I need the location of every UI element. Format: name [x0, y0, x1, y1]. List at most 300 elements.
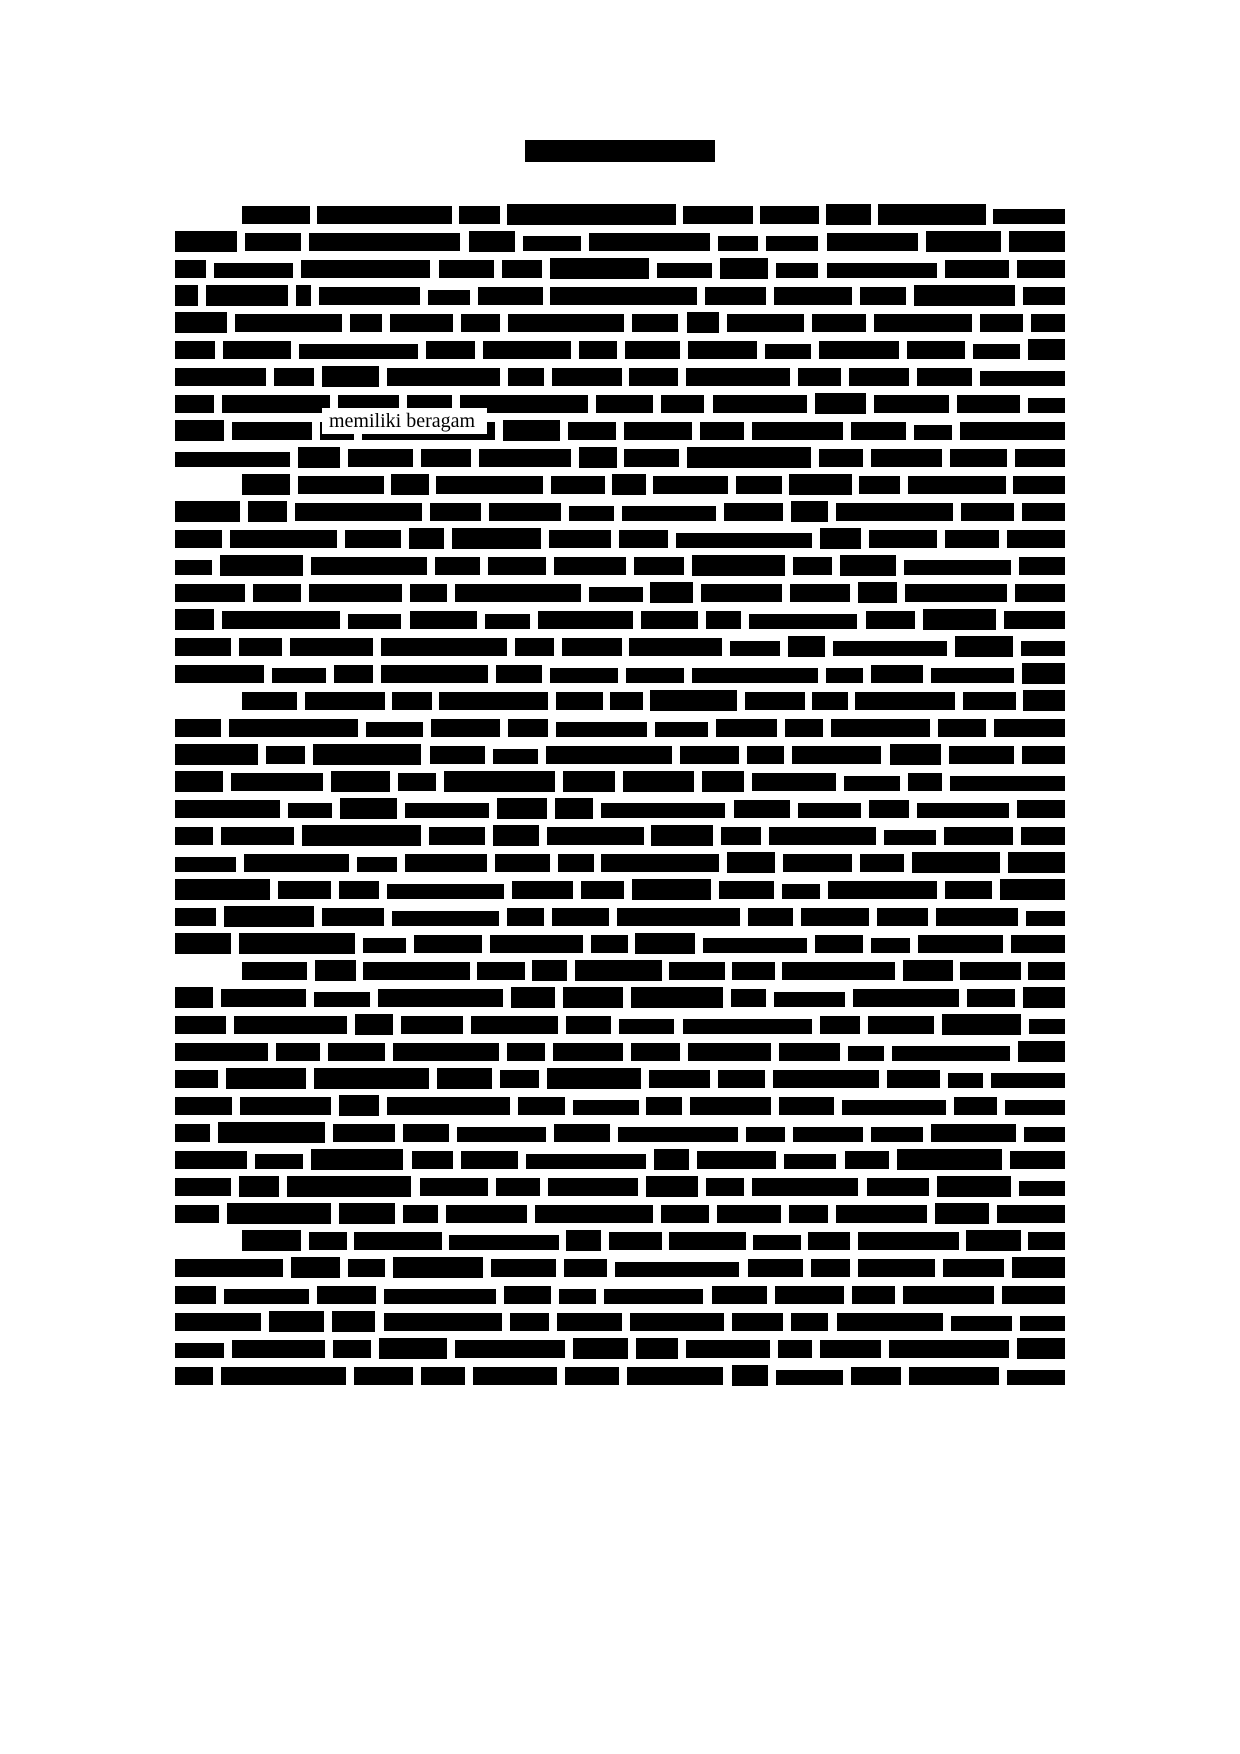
redaction-block [826, 668, 863, 683]
redaction-block [175, 584, 245, 602]
redaction-block [239, 1176, 279, 1197]
redaction-block [512, 881, 573, 899]
paragraph [175, 957, 1065, 1227]
redaction-block [815, 393, 866, 414]
redaction-block [222, 611, 340, 629]
redaction-block [914, 285, 1015, 306]
redaction-block [624, 422, 692, 440]
text-line [175, 579, 1065, 606]
redaction-block [299, 344, 418, 359]
redaction-block [298, 476, 384, 494]
redaction-block [820, 1340, 881, 1358]
redaction-block [291, 1257, 340, 1278]
redaction-block [384, 1289, 496, 1304]
redaction-block [554, 557, 626, 575]
redaction-block [784, 1154, 836, 1169]
redaction-block [444, 771, 555, 792]
redaction-block [313, 744, 421, 765]
redaction-block [773, 1070, 879, 1088]
redaction-block [717, 1205, 781, 1223]
redaction-block [819, 449, 863, 467]
redaction-block [473, 1367, 557, 1385]
redaction-block [1029, 1019, 1065, 1034]
redaction-block [221, 1367, 346, 1385]
redaction-block [923, 609, 996, 630]
redaction-block [1013, 476, 1065, 494]
redaction-block [641, 611, 698, 629]
redaction-block [993, 209, 1065, 224]
redaction-block [788, 636, 825, 657]
redaction-block [1031, 314, 1065, 332]
redaction-block [905, 584, 1007, 602]
redaction-block [311, 557, 427, 575]
redaction-block [175, 719, 221, 737]
redaction-block [661, 395, 704, 413]
redaction-block [877, 908, 928, 926]
redaction-block [436, 476, 543, 494]
redaction-block [392, 911, 499, 926]
text-line [175, 1335, 1065, 1362]
redaction-block [497, 798, 547, 819]
redaction-block [525, 140, 715, 162]
text-line [175, 444, 1065, 471]
redaction-block [718, 1070, 765, 1088]
redaction-block [357, 857, 397, 872]
redaction-block [566, 1016, 611, 1034]
redaction-block [706, 1178, 744, 1196]
redaction-block [391, 474, 429, 495]
redaction-block [569, 506, 614, 521]
redaction-block [719, 881, 774, 899]
redaction-block [515, 638, 554, 656]
redaction-block [461, 314, 500, 332]
redaction-block [558, 854, 594, 872]
redaction-block [661, 1205, 709, 1223]
redaction-block [632, 879, 711, 900]
redaction-block [840, 555, 896, 576]
redaction-block [526, 1154, 646, 1169]
redaction-block [859, 476, 900, 494]
redaction-block [753, 1235, 801, 1250]
redaction-block [314, 992, 370, 1007]
redaction-block [943, 1259, 1004, 1277]
redaction-block [339, 881, 379, 899]
redaction-block [430, 746, 485, 764]
redaction-block [836, 1205, 927, 1223]
redaction-block [730, 641, 780, 656]
redaction-block [175, 1313, 261, 1331]
redaction-block [908, 773, 942, 791]
redaction-block [631, 987, 723, 1008]
redaction-block [410, 584, 447, 602]
redaction-block [339, 1203, 395, 1224]
redaction-block [565, 1367, 619, 1385]
redaction-block [354, 1367, 413, 1385]
redaction-block [398, 773, 436, 791]
redaction-block [945, 881, 992, 899]
redaction-block [1019, 557, 1065, 575]
redaction-block [309, 1232, 347, 1250]
text-line [175, 1281, 1065, 1308]
redaction-block [967, 989, 1015, 1007]
redaction-block [1011, 935, 1065, 953]
redaction-block [381, 665, 488, 683]
redaction-block [242, 1230, 301, 1251]
redaction-block [229, 719, 358, 737]
redaction-block [242, 474, 290, 495]
redaction-block [936, 908, 1018, 926]
redaction-block [478, 287, 543, 305]
redaction-block [957, 395, 1020, 413]
redaction-block [615, 1262, 739, 1277]
redaction-block [769, 827, 876, 845]
redaction-block [255, 1154, 303, 1169]
redaction-block [860, 287, 906, 305]
redaction-block [836, 503, 953, 521]
redaction-block [980, 314, 1023, 332]
redaction-block [944, 827, 1013, 845]
redaction-block [826, 204, 871, 225]
redaction-block [245, 233, 301, 251]
redaction-block [175, 1178, 231, 1196]
redaction-block [409, 528, 444, 549]
redaction-block [1017, 800, 1065, 818]
redaction-block [490, 935, 583, 953]
redaction-block [1009, 231, 1065, 252]
redaction-block [290, 638, 373, 656]
redaction-block [393, 1043, 499, 1061]
redaction-block [175, 1016, 226, 1034]
redaction-block [387, 1097, 510, 1115]
redaction-block [812, 314, 866, 332]
redaction-block [690, 1097, 771, 1115]
redaction-block [868, 1016, 934, 1034]
redaction-block [221, 989, 306, 1007]
redaction-block [317, 206, 452, 224]
redaction-block [175, 452, 290, 467]
redaction-block [328, 1043, 385, 1061]
redaction-block [175, 1286, 216, 1304]
redaction-block [546, 746, 672, 764]
redaction-block [655, 722, 708, 737]
redaction-block [612, 474, 646, 495]
redaction-block [175, 771, 223, 792]
redaction-block [589, 587, 643, 602]
redaction-block [491, 1259, 556, 1277]
redaction-block [596, 395, 653, 413]
redaction-block [631, 1043, 680, 1061]
redaction-block [748, 1259, 803, 1277]
redaction-block [550, 258, 649, 279]
text-line [175, 1254, 1065, 1281]
legible-text-fragment: memiliki beragam [329, 410, 476, 432]
redaction-block [421, 449, 471, 467]
redaction-block [752, 422, 843, 440]
redaction-block [917, 368, 972, 386]
redaction-block [1019, 1181, 1065, 1196]
text-line [175, 633, 1065, 660]
redaction-block [345, 530, 401, 548]
redaction-block [669, 1232, 746, 1250]
redaction-block [555, 798, 593, 819]
redaction-block [683, 1019, 812, 1034]
redaction-block [700, 422, 744, 440]
text-line [175, 498, 1065, 525]
redaction-block [333, 1340, 371, 1358]
redaction-block [878, 204, 986, 225]
redaction-block [309, 584, 402, 602]
redaction-block [429, 827, 485, 845]
redaction-block [686, 368, 790, 386]
redaction-block [848, 1046, 884, 1061]
redaction-block [175, 312, 227, 333]
redaction-block [845, 1151, 889, 1169]
redaction-block [610, 692, 643, 710]
redaction-block [1007, 530, 1065, 548]
redaction-block [601, 803, 725, 818]
redaction-block [426, 341, 475, 359]
redaction-block [650, 690, 737, 711]
redaction-block [844, 776, 900, 791]
redaction-block [348, 1259, 385, 1277]
redaction-block [697, 1151, 776, 1169]
redaction-block [654, 1149, 689, 1170]
redaction-block [242, 692, 297, 710]
redaction-block [746, 1127, 785, 1142]
redaction-block [496, 1178, 540, 1196]
redaction-block [175, 908, 216, 926]
redaction-block [488, 557, 546, 575]
redaction-block [253, 584, 301, 602]
redaction-block [507, 908, 544, 926]
redaction-block [745, 692, 805, 710]
redaction-block [446, 1205, 527, 1223]
redaction-block [774, 992, 845, 1007]
redaction-block [732, 962, 775, 980]
redaction-block [650, 582, 693, 603]
redaction-block [949, 746, 1014, 764]
document-body [175, 140, 1065, 1389]
redaction-block [1000, 879, 1065, 900]
text-line [175, 336, 1065, 363]
redaction-block [579, 447, 617, 468]
redaction-block [175, 260, 206, 278]
redaction-block [348, 449, 413, 467]
redaction-block [842, 1100, 946, 1115]
redaction-block [435, 557, 480, 575]
text-line [175, 471, 1065, 498]
redaction-block [496, 665, 542, 683]
text-line [175, 363, 1065, 390]
redaction-block [828, 881, 937, 899]
redaction-block [175, 800, 280, 818]
redaction-block [869, 530, 937, 548]
redaction-block [734, 800, 790, 818]
redaction-block [963, 692, 1016, 710]
redaction-block [833, 641, 947, 656]
redaction-block [387, 884, 504, 899]
redaction-block [354, 1232, 442, 1250]
text-line [175, 1011, 1065, 1038]
redaction-block [718, 236, 758, 251]
redaction-block [785, 719, 823, 737]
document-title-redacted [175, 140, 1065, 167]
redaction-block [604, 1289, 703, 1304]
redaction-block [622, 506, 716, 521]
redaction-block [866, 611, 915, 629]
redaction-block [175, 501, 240, 522]
redaction-block [175, 1097, 232, 1115]
redaction-block [339, 1095, 379, 1116]
redaction-block [500, 1070, 539, 1088]
redaction-block [812, 692, 848, 710]
redaction-block [420, 1178, 488, 1196]
redaction-block [493, 825, 539, 846]
redaction-block [301, 260, 430, 278]
redaction-block [502, 260, 542, 278]
redaction-block [619, 530, 668, 548]
redaction-block [455, 1340, 565, 1358]
redaction-block [175, 1367, 213, 1385]
redaction-block [692, 555, 785, 576]
redaction-block [224, 1289, 309, 1304]
redaction-block [355, 1014, 393, 1035]
redaction-block [1023, 287, 1065, 305]
redaction-block [765, 344, 811, 359]
redaction-block [687, 312, 719, 333]
redaction-block [322, 366, 379, 387]
redaction-block [701, 584, 782, 602]
redaction-block [554, 1124, 610, 1142]
redaction-block [748, 908, 793, 926]
redaction-block [618, 1127, 738, 1142]
redaction-block [350, 314, 382, 332]
redaction-block [935, 1203, 989, 1224]
redaction-block [1005, 1100, 1065, 1115]
redaction-block [552, 908, 609, 926]
redaction-block [931, 1124, 1016, 1142]
redaction-block [909, 1367, 999, 1385]
redaction-block [175, 341, 215, 359]
text-line [175, 930, 1065, 957]
redaction-block [278, 881, 331, 899]
redaction-block [550, 287, 697, 305]
redaction-block [634, 557, 684, 575]
redaction-block [626, 668, 684, 683]
redaction-block [973, 344, 1020, 359]
redaction-block [573, 1100, 639, 1115]
redaction-block [858, 582, 897, 603]
redaction-block [305, 692, 385, 710]
redaction-block [175, 609, 214, 630]
redaction-block [1002, 1286, 1065, 1304]
redaction-block [1022, 746, 1065, 764]
redaction-block [903, 1286, 994, 1304]
redaction-block [405, 854, 487, 872]
redaction-block [403, 1124, 449, 1142]
redaction-block [858, 1232, 959, 1250]
redaction-block [869, 800, 909, 818]
redaction-block [479, 449, 571, 467]
redaction-block [791, 501, 828, 522]
redaction-block [428, 290, 470, 305]
redaction-block [791, 1313, 828, 1331]
text-line [175, 282, 1065, 309]
redaction-block [776, 1370, 843, 1385]
redaction-block [387, 368, 500, 386]
redaction-block [244, 854, 349, 872]
redaction-block [1022, 663, 1065, 684]
text-line [175, 552, 1065, 579]
redaction-block [553, 1043, 623, 1061]
redaction-block [314, 1068, 429, 1089]
redaction-block [852, 1286, 895, 1304]
redaction-block [340, 798, 397, 819]
redaction-block [175, 368, 266, 386]
redaction-block [242, 962, 307, 980]
redaction-block [1028, 962, 1065, 980]
redaction-block [1008, 852, 1065, 873]
redaction-block [1004, 611, 1065, 629]
text-line [175, 417, 1065, 444]
redaction-block [676, 533, 812, 548]
redaction-block [889, 1340, 1009, 1358]
redaction-block [801, 908, 869, 926]
redaction-block [653, 476, 728, 494]
redaction-block [1007, 1370, 1065, 1385]
redaction-block [566, 1230, 601, 1251]
redaction-block [575, 960, 662, 981]
text-line [175, 1092, 1065, 1119]
redaction-block [175, 530, 222, 548]
redaction-block [334, 665, 373, 683]
redaction-block [669, 962, 725, 980]
redaction-block [897, 1149, 1002, 1170]
redaction-block [469, 231, 515, 252]
redaction-block [239, 638, 282, 656]
redaction-block [783, 854, 852, 872]
text-line [175, 822, 1065, 849]
redaction-block [175, 1124, 210, 1142]
redaction-block [871, 938, 910, 953]
redaction-block [439, 260, 494, 278]
redaction-block [931, 668, 1014, 683]
redaction-block [793, 1127, 863, 1142]
redaction-block [234, 1016, 347, 1034]
redaction-block [727, 314, 804, 332]
redaction-block [793, 557, 832, 575]
redaction-block [1015, 584, 1065, 602]
redaction-block [295, 503, 422, 521]
text-line [175, 228, 1065, 255]
redaction-block [629, 368, 678, 386]
redaction-block [782, 884, 820, 899]
redaction-block [363, 962, 470, 980]
redaction-block [712, 1286, 767, 1304]
redaction-block [752, 773, 836, 791]
redaction-block [532, 960, 567, 981]
redaction-block [908, 476, 1006, 494]
redaction-block [449, 1235, 559, 1250]
text-line [175, 795, 1065, 822]
redaction-block [760, 206, 819, 224]
redaction-block [736, 476, 782, 494]
redaction-block [798, 803, 861, 818]
redaction-block [218, 1122, 325, 1143]
redaction-block [720, 258, 768, 279]
redaction-block [589, 233, 710, 251]
text-line [175, 660, 1065, 687]
